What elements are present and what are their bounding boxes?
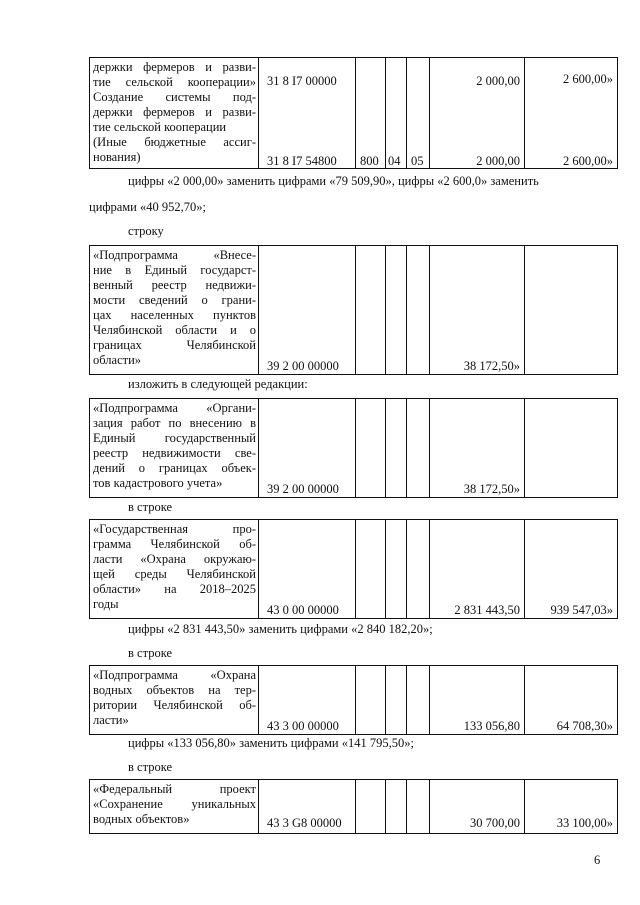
subsection-code: 05 [411, 154, 424, 168]
instruction-text: цифрами «40 952,70»; [89, 200, 206, 214]
instruction-text: в строке [128, 646, 173, 660]
target-article-code: 31 8 I7 00000 [267, 74, 337, 88]
instruction-text: строку [128, 224, 164, 238]
instruction-text: цифры «2 831 443,50» заменить цифрами «2 840 182,20»; [128, 622, 433, 636]
value-2020: 33 100,00» [556, 816, 613, 830]
target-article-code: 43 3 G8 00000 [267, 816, 342, 830]
target-article-code: 39 2 00 00000 [267, 482, 339, 496]
target-article-code: 43 0 00 00000 [267, 603, 339, 617]
target-article-code: 39 2 00 00000 [267, 359, 339, 373]
instruction-text: изложить в следующей редакции: [128, 377, 308, 391]
budget-table-3 [89, 398, 618, 498]
value-2019: 2 000,00 [476, 74, 520, 88]
row-name: держки фермеров и разви- тие сельской кооперации» Создание системы под- держки фермеров и разви- тие сельской кооперации (Иные бюджетные ассиг- нования) [93, 60, 256, 164]
target-article-code: 31 8 I7 54800 [267, 154, 337, 168]
row-name: «Подпрограмма «Охрана водных объектов на тер- ритории Челябинской об- ласти» [93, 668, 256, 727]
row-name: «Государственная про- грамма Челябинской об- ласти «Охрана окружаю- щей среды Челябинской области» на 2018–2025 годы [93, 522, 256, 611]
row-name: «Федеральный проект «Сохранение уникальных водных объектов» [93, 782, 256, 826]
value-2020: 939 547,03» [550, 603, 613, 617]
value-2020: 64 708,30» [556, 719, 613, 733]
value-2019: 38 172,50» [463, 482, 520, 496]
budget-table-2 [89, 245, 618, 375]
target-article-code: 43 3 00 00000 [267, 719, 339, 733]
expense-type-code: 800 [360, 154, 379, 168]
instruction-text: в строке [128, 500, 173, 514]
instruction-text: цифры «133 056,80» заменить цифрами «141 795,50»; [128, 736, 414, 750]
value-2020: 2 600,00» [563, 72, 613, 86]
budget-table-6 [89, 779, 618, 834]
budget-table-1 [89, 57, 618, 169]
value-2019: 38 172,50» [463, 359, 520, 373]
section-code: 04 [388, 154, 401, 168]
value-2020: 2 600,00» [563, 154, 613, 168]
value-2019: 2 000,00 [476, 154, 520, 168]
instruction-text: цифры «2 000,00» заменить цифрами «79 509,90», цифры «2 600,0» заменить [128, 174, 539, 188]
page-number: 6 [594, 853, 601, 867]
value-2019: 133 056,80 [463, 719, 520, 733]
instruction-text: в строке [128, 760, 173, 774]
value-2019: 2 831 443,50 [454, 603, 520, 617]
budget-table-4 [89, 519, 618, 619]
budget-table-5 [89, 665, 618, 735]
row-name: «Подпрограмма «Внесе- ние в Единый государст- венный реестр недвижи- мости сведений о грани- цах населенных пунктов Челябинской области и о границах Челябинской области» [93, 248, 256, 367]
row-name: «Подпрограмма «Органи- зация работ по внесению в Единый государственный реестр недвижимости све- дений о границах объек- тов кадастрового учета» [93, 401, 256, 490]
value-2019: 30 700,00 [470, 816, 520, 830]
